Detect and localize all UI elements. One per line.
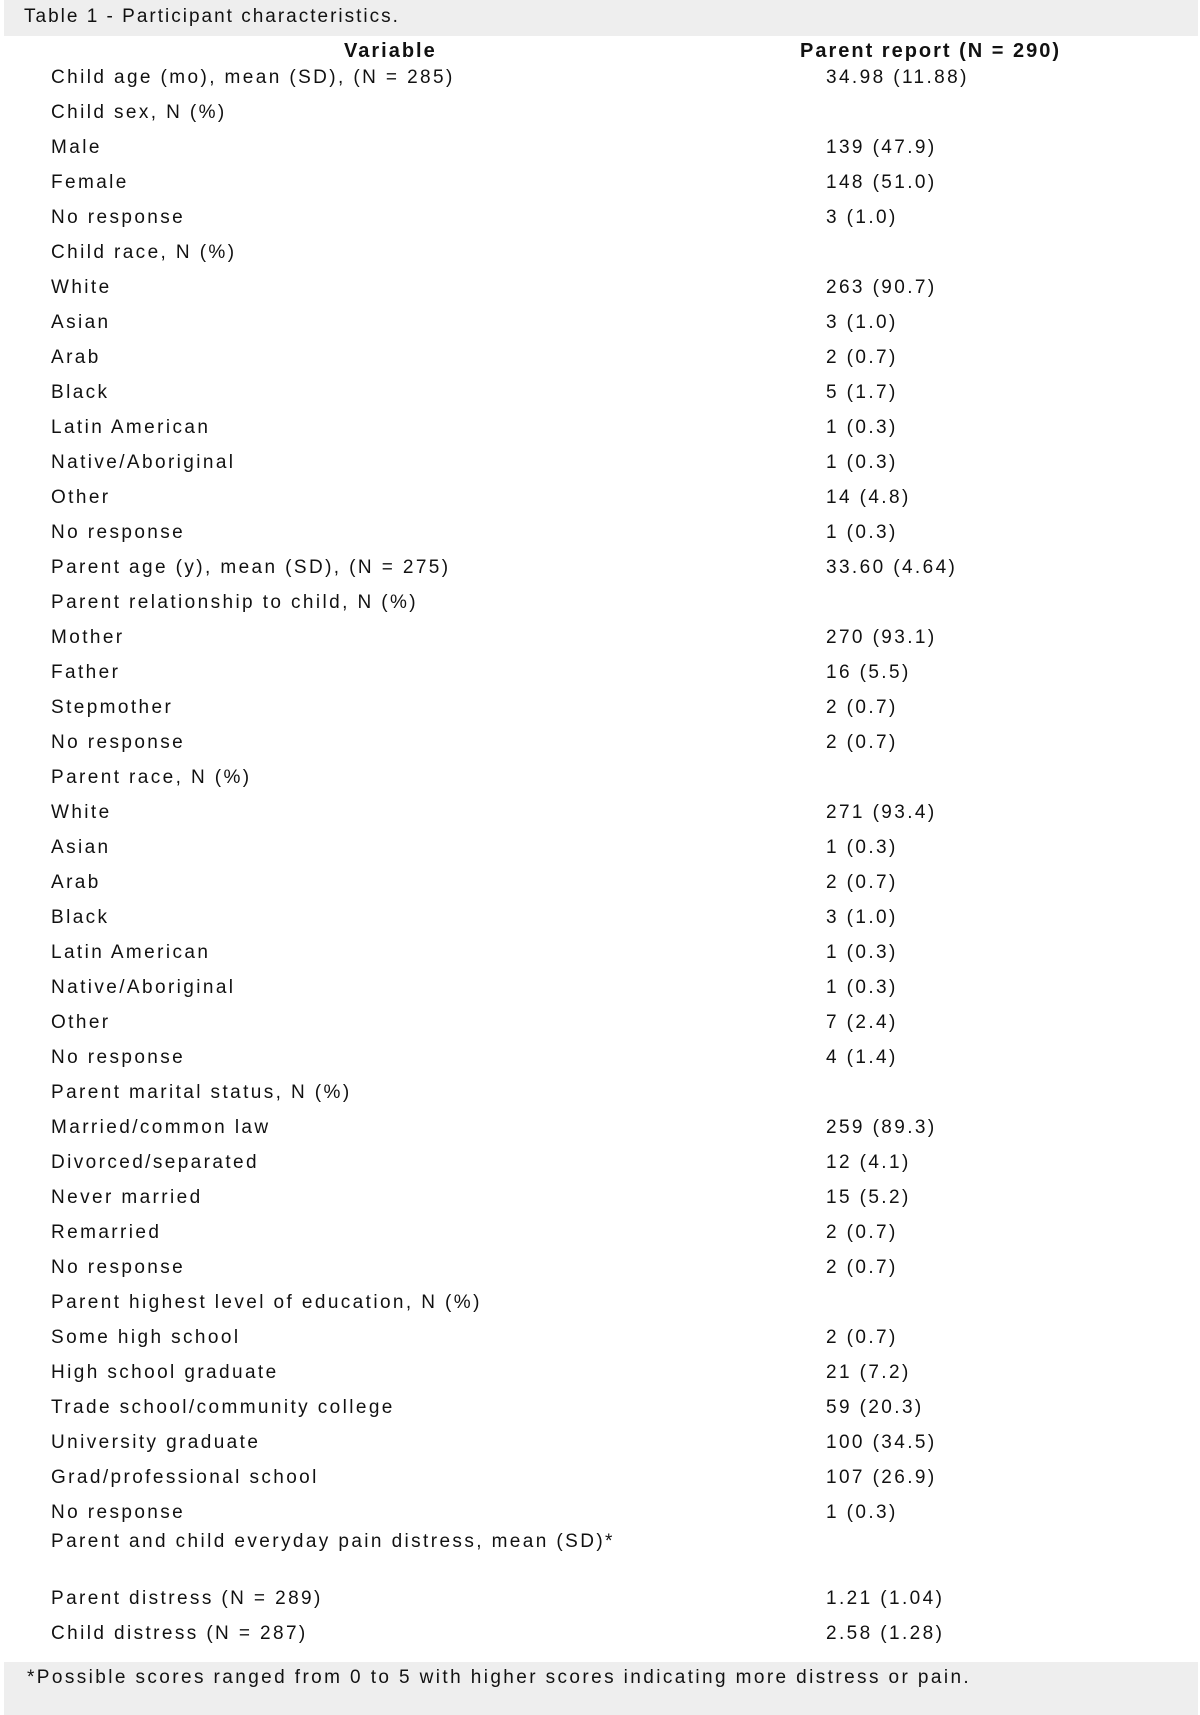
table-row-variable: Arab bbox=[51, 872, 101, 893]
table-row-value: 3 (1.0) bbox=[826, 907, 898, 928]
table-row-variable: Child sex, N (%) bbox=[51, 102, 227, 123]
table-row-variable: Parent and child everyday pain distress, mean (SD)* bbox=[51, 1531, 615, 1552]
table-row-value: 2 (0.7) bbox=[826, 872, 898, 893]
table-row-variable: Trade school/community college bbox=[51, 1397, 395, 1418]
table-row-variable: Other bbox=[51, 487, 111, 508]
table-row-variable: Never married bbox=[51, 1187, 203, 1208]
table-row-value: 2 (0.7) bbox=[826, 1257, 898, 1278]
table-row-variable: Other bbox=[51, 1012, 111, 1033]
table-row-variable: No response bbox=[51, 207, 186, 228]
table-row-value: 2 (0.7) bbox=[826, 732, 898, 753]
table-row-variable: Black bbox=[51, 907, 110, 928]
table-row-value: 107 (26.9) bbox=[826, 1467, 937, 1488]
table-row-value: 1 (0.3) bbox=[826, 1502, 898, 1523]
table-row-value: 3 (1.0) bbox=[826, 207, 898, 228]
table-row-variable: Stepmother bbox=[51, 697, 174, 718]
table-row-variable: Remarried bbox=[51, 1222, 162, 1243]
table-row-value: 34.98 (11.88) bbox=[826, 67, 969, 88]
table-row-value: 2 (0.7) bbox=[826, 697, 898, 718]
table-row-value: 270 (93.1) bbox=[826, 627, 937, 648]
table-row-variable: Male bbox=[51, 137, 102, 158]
table-row-value: 5 (1.7) bbox=[826, 382, 898, 403]
table-row-variable: Parent age (y), mean (SD), (N = 275) bbox=[51, 557, 451, 578]
table-row-value: 4 (1.4) bbox=[826, 1047, 898, 1068]
table-row-value: 2 (0.7) bbox=[826, 1222, 898, 1243]
table-row-variable: Married/common law bbox=[51, 1117, 271, 1138]
table-row-value: 21 (7.2) bbox=[826, 1362, 911, 1383]
table-row-value: 263 (90.7) bbox=[826, 277, 937, 298]
table-row-variable: White bbox=[51, 277, 112, 298]
table-row-variable: Parent marital status, N (%) bbox=[51, 1082, 352, 1103]
table-row-variable: Father bbox=[51, 662, 121, 683]
table-row-variable: Mother bbox=[51, 627, 125, 648]
table-row-value: 1 (0.3) bbox=[826, 452, 898, 473]
table-row-value: 7 (2.4) bbox=[826, 1012, 898, 1033]
table-row-value: 12 (4.1) bbox=[826, 1152, 911, 1173]
table-row-variable: Latin American bbox=[51, 417, 211, 438]
table-row-value: 15 (5.2) bbox=[826, 1187, 911, 1208]
table-row-value: 16 (5.5) bbox=[826, 662, 911, 683]
table-row-variable: No response bbox=[51, 1257, 186, 1278]
table-row-variable: Child age (mo), mean (SD), (N = 285) bbox=[51, 67, 455, 88]
table-row-value: 33.60 (4.64) bbox=[826, 557, 958, 578]
table-row-variable: Divorced/separated bbox=[51, 1152, 259, 1173]
table-row-variable: Child race, N (%) bbox=[51, 242, 237, 263]
table-row-variable: Parent distress (N = 289) bbox=[51, 1588, 323, 1609]
table-row-value: 2 (0.7) bbox=[826, 1327, 898, 1348]
table-footnote: *Possible scores ranged from 0 to 5 with higher scores indicating more distress or pain. bbox=[27, 1667, 972, 1688]
table-row-variable: No response bbox=[51, 732, 186, 753]
table-row-variable: High school graduate bbox=[51, 1362, 279, 1383]
table-row-variable: Latin American bbox=[51, 942, 211, 963]
column-header-parent-report: Parent report (N = 290) bbox=[800, 40, 1062, 62]
table-row-variable: Black bbox=[51, 382, 110, 403]
table-row-value: 1 (0.3) bbox=[826, 942, 898, 963]
table-row-variable: University graduate bbox=[51, 1432, 261, 1453]
table-row-variable: No response bbox=[51, 1502, 186, 1523]
table-caption: Table 1 - Participant characteristics. bbox=[24, 6, 400, 27]
table-row-value: 100 (34.5) bbox=[826, 1432, 937, 1453]
table-row-variable: Female bbox=[51, 172, 129, 193]
table-row-variable: Native/Aboriginal bbox=[51, 977, 236, 998]
table-row-value: 1 (0.3) bbox=[826, 417, 898, 438]
table-row-variable: Asian bbox=[51, 837, 111, 858]
table-row-value: 2.58 (1.28) bbox=[826, 1623, 945, 1644]
table-row-value: 1 (0.3) bbox=[826, 977, 898, 998]
table-row-variable: Parent race, N (%) bbox=[51, 767, 252, 788]
table-row-variable: White bbox=[51, 802, 112, 823]
table-row-variable: Some high school bbox=[51, 1327, 241, 1348]
table-row-variable: No response bbox=[51, 522, 186, 543]
table-row-variable: Asian bbox=[51, 312, 111, 333]
table-row-value: 59 (20.3) bbox=[826, 1397, 924, 1418]
table-row-value: 2 (0.7) bbox=[826, 347, 898, 368]
table-row-value: 148 (51.0) bbox=[826, 172, 937, 193]
table-row-value: 139 (47.9) bbox=[826, 137, 937, 158]
table-row-variable: Parent highest level of education, N (%) bbox=[51, 1292, 482, 1313]
table-row-variable: Parent relationship to child, N (%) bbox=[51, 592, 419, 613]
table-row-value: 1 (0.3) bbox=[826, 837, 898, 858]
table-row-variable: Arab bbox=[51, 347, 101, 368]
table-row-value: 14 (4.8) bbox=[826, 487, 911, 508]
column-header-variable: Variable bbox=[344, 40, 437, 62]
table-row-variable: Native/Aboriginal bbox=[51, 452, 236, 473]
table-row-value: 271 (93.4) bbox=[826, 802, 937, 823]
table-row-value: 1 (0.3) bbox=[826, 522, 898, 543]
table-row-variable: No response bbox=[51, 1047, 186, 1068]
table-row-value: 3 (1.0) bbox=[826, 312, 898, 333]
table-row-value: 1.21 (1.04) bbox=[826, 1588, 945, 1609]
table-row-variable: Grad/professional school bbox=[51, 1467, 319, 1488]
table-row-value: 259 (89.3) bbox=[826, 1117, 937, 1138]
table-row-variable: Child distress (N = 287) bbox=[51, 1623, 308, 1644]
